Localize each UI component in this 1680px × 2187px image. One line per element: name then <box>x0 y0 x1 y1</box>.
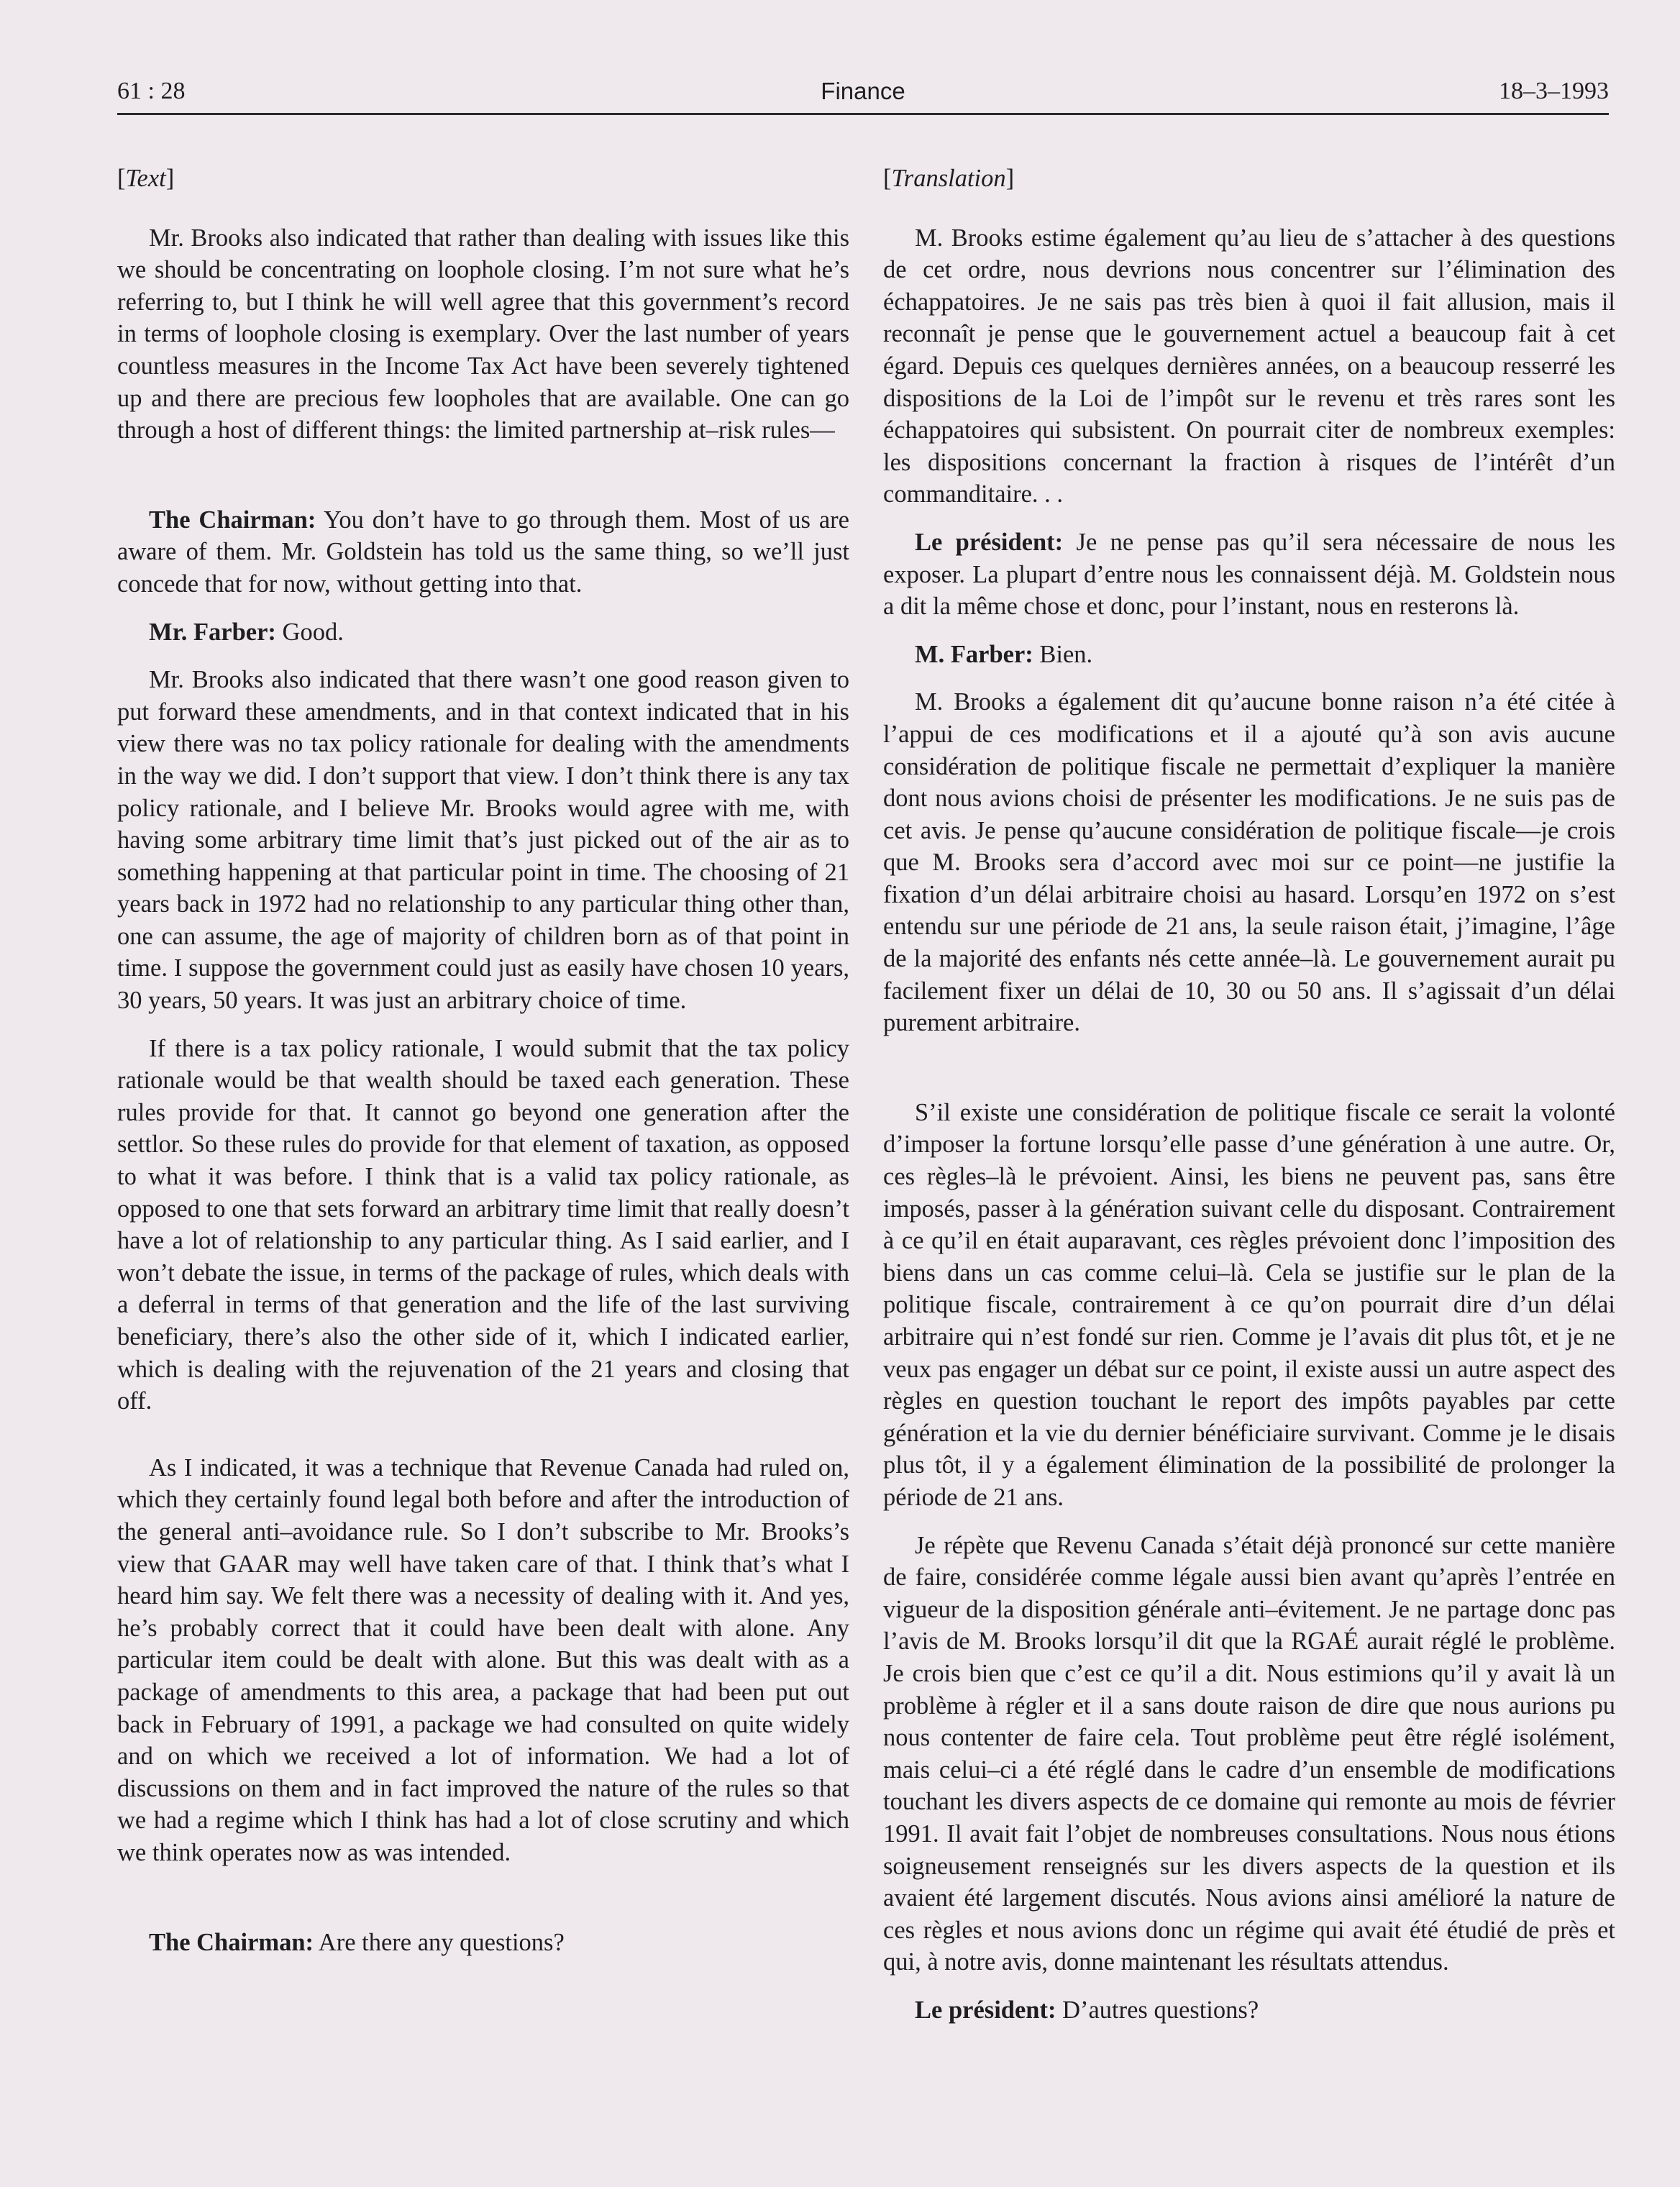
paragraph <box>117 1927 849 1959</box>
column-label: [Translation] <box>883 165 1015 192</box>
speech-text: Good. <box>275 618 344 646</box>
speaker-name: The Chairman: <box>149 1928 314 1956</box>
speaker-name: M. Farber: <box>915 640 1033 668</box>
paragraph <box>117 504 849 601</box>
paragraph: S’il existe une considération de politique fiscale ce serait la volonté d’imposer la fortune lorsqu’elle passe d’une génération à une autre. Or, ces règles–là le prévoient. Ainsi, les biens ne peuvent pas, sans être imposés, passer à la génération suivant celle du disposant. Contrairement à ce qu’il en était auparavant, ces règles prévoient donc l’imposition des biens dans un cas comme celui–là. Cela se justifie sur le plan de la politique fiscale, contrairement à ce qu’on pourrait dire d’un délai arbitraire qui n’est fondé sur rien. Comme je l’avais dit plus tôt, et je ne veux pas engager un débat sur ce point, il existe aussi un autre aspect des règles en question touchant le report des impôts payables par cette génération et la vie du dernier bénéficiaire survivant. Comme je le disais plus tôt, il y a également élimination de la possibilité de prolonger la période de 21 ans. <box>883 1098 1615 1511</box>
header-rule <box>117 113 1609 115</box>
column-label: [Text] <box>117 165 175 192</box>
paragraph: If there is a tax policy rationale, I would submit that the tax policy rationale would be that wealth should be taxed each generation. These rules provide for that. It cannot go beyond one generation after the settlor. So these rules do provide for that element of taxation, as opposed to what it was before. I think that is a valid tax policy rationale, as opposed to one that sets forward an arbitrary time limit that really doesn’t have a lot of relationship to any particular thing. As I said earlier, and I won’t debate the issue, in terms of the package of rules, which deals with a deferral in terms of that generation and the life of the last surviving beneficiary, there’s also the other side of it, which I indicated earlier, which is dealing with the rejuvenation of the 21 years and closing that off. <box>117 1034 849 1415</box>
paragraph <box>883 1994 1615 2027</box>
speaker-name: The Chairman: <box>149 506 316 534</box>
speaker-name: Mr. Farber: <box>149 618 276 646</box>
paragraph: Mr. Brooks also indicated that rather than dealing with issues like this we should be concentrating on loophole closing. I’m not sure what he’s referring to, but I think he will well agree that this government’s record in terms of loophole closing is exemplary. Over the last number of years countless measures in the Income Tax Act have been severely tightened up and there are precious few loopholes that are available. One can go through a host of different things: the limited partnership at–risk rules— <box>117 224 849 444</box>
paragraph: As I indicated, it was a technique that Revenue Canada had ruled on, which they certainly found legal both before and after the introduction of the general anti–avoidance rule. So I don’t subscribe to Mr. Brooks’s view that GAAR may well have taken care of that. I think that’s what I heard him say. We felt there was a necessity of dealing with it. And yes, he’s probably correct that it could have been dealt with alone. Any particular item could be dealt with alone. But this was dealt with as a package of amendments to this area, a package that had been put out back in February of 1991, a package we had consulted on quite widely and on which we received a lot of information. We had a lot of discussions on them and in fact improved the nature of the rules so that we had a regime which I think has had a lot of close scrutiny and which we think operates now as was intended. <box>117 1453 849 1866</box>
label-text: Translation <box>891 165 1006 192</box>
meeting-date: 18–3–1993 <box>1499 78 1609 104</box>
speaker-name: Le président: <box>915 1996 1056 2024</box>
paragraph <box>883 526 1615 623</box>
paragraph: M. Brooks estime également qu’au lieu de s’attacher à des questions de cet ordre, nous devrions nous concentrer sur l’élimination des échappatoires. Je ne sais pas très bien à quoi il fait allusion, mais il reconnaît je pense que le gouvernement actuel a beaucoup fait à cet égard. Depuis ces quelques dernières années, on a beaucoup resserré les dispositions de la Loi de l’impôt sur le revenu et très rares sont les échappatoires qui subsistent. On pourrait citer de nombreux exemples: les dispositions concernant la fraction à risques de l’intérêt d’un commanditaire. . . <box>883 224 1615 508</box>
english-column <box>117 163 849 1974</box>
label-text: Text <box>125 165 166 192</box>
running-header <box>117 78 1609 114</box>
paragraph <box>117 616 849 649</box>
speech-text: Bien. <box>1033 640 1093 668</box>
paragraph: M. Brooks a également dit qu’aucune bonne raison n’a été citée à l’appui de ces modifications et il a ajouté qu’à son avis aucune considération de politique fiscale ne permettait d’expliquer la manière dont nous avions choisi de présenter les modifications. Je ne suis pas de cet avis. Je pense qu’aucune considération de politique fiscale—je crois que M. Brooks sera d’accord avec moi sur ce point—ne justifie la fixation d’un délai arbitraire choisi au hasard. Lorsqu’en 1972 on s’est entendu sur une période de 21 ans, la seule raison était, j’imagine, l’âge de la majorité des enfants nés cette année–là. Le gouvernement aurait pu facilement fixer un délai de 10, 30 ou 50 ans. Il s’agissait d’un délai purement arbitraire. <box>883 688 1615 1037</box>
paragraph: Je répète que Revenu Canada s’était déjà prononcé sur cette manière de faire, considérée comme légale aussi bien avant qu’après l’entrée en vigueur de la disposition générale anti–évitement. Je ne partage donc pas l’avis de M. Brooks lorsqu’il dit que la RGAÉ aurait réglé le problème. Je crois bien que c’est ce qu’il a dit. Nous estimions qu’il y avait là un problème à régler et il a sans doute raison de dire que nous aurions pu nous contenter de faire cela. Tout problème peut être réglé isolément, mais celui–ci a été réglé dans le cadre d’un ensemble de modifications touchant les divers aspects de ce domaine qui remonte au mois de février 1991. Il avait fait l’objet de nombreuses consultations. Nous nous étions soigneusement renseignés sur les divers aspects de la question et ils avaient été largement discutés. Nous avions ainsi amélioré la nature de ces règles et nous avions donc un régime qui avait été étudié de près et qui, à notre avis, donne maintenant les résultats attendus. <box>883 1531 1615 1976</box>
speech-text: Je ne pense pas qu’il sera nécessaire de nous les exposer. La plupart d’entre nous les connaissent déjà. M. Goldstein nous a dit la même chose et donc, pour l’instant, nous en resterons là. <box>883 528 1615 621</box>
page-reference: 61 : 28 <box>117 78 186 104</box>
committee-name: Finance <box>821 78 905 104</box>
speaker-name: Le président: <box>915 528 1064 556</box>
paragraph <box>883 639 1615 671</box>
paragraph: Mr. Brooks also indicated that there wasn’t one good reason given to put forward these amendments, and in that context indicated that in his view there was no tax policy rationale for dealing with the amendments in the way we did. I don’t support that view. I don’t think there is any tax policy rationale, and I believe Mr. Brooks would agree with me, with having some arbitrary time limit that’s just picked out of the air as to something happening at that particular point in time. The choosing of 21 years back in 1972 had no relationship to any particular thing other than, one can assume, the age of majority of children born as of that point in time. I suppose the government could just as easily have chosen 10 years, 30 years, 50 years. It was just an arbitrary choice of time. <box>117 666 849 1015</box>
speech-text: You don’t have to go through them. Most of us are aware of them. Mr. Goldstein has told us the same thing, so we’ll just concede that for now, without getting into that. <box>117 506 849 598</box>
french-column <box>883 163 1615 2042</box>
speech-text: D’autres questions? <box>1056 1996 1259 2024</box>
speech-text: Are there any questions? <box>314 1928 565 1956</box>
